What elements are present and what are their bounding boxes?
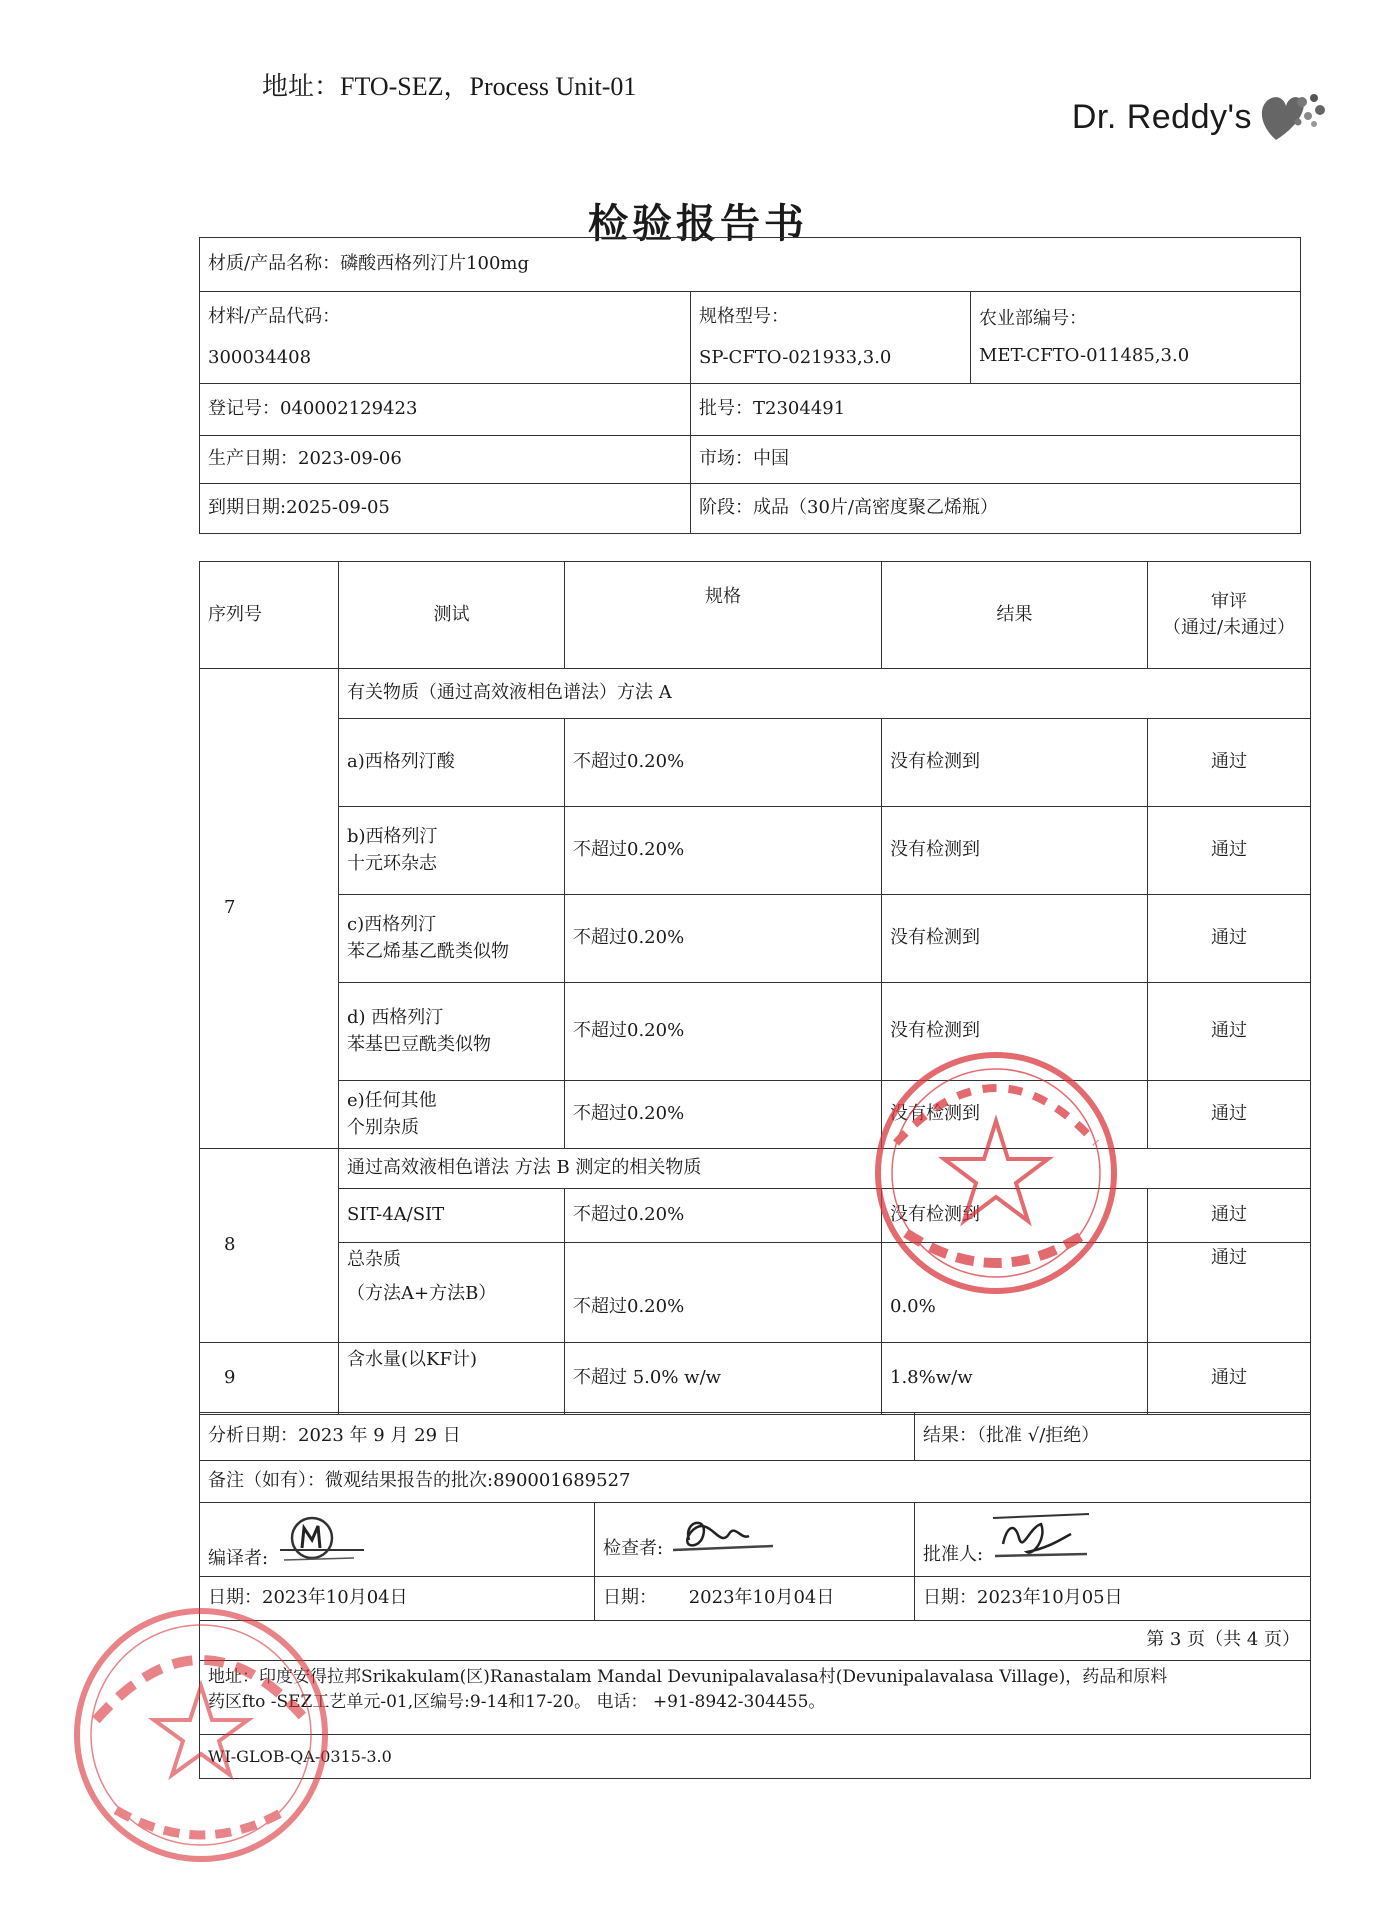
test-review: 通过 — [1148, 983, 1311, 1081]
test-name-line2: 苯乙烯基乙酰类似物 — [347, 940, 509, 962]
checker-signature-icon — [669, 1510, 779, 1562]
compiler-cell — [200, 1503, 595, 1577]
test-result: 没有检测到 — [882, 1189, 1148, 1243]
remark: 备注（如有）：微观结果报告的批次:890001689527 — [200, 1461, 1311, 1503]
test-name — [339, 719, 565, 807]
header-review-line1: 审评 — [1211, 590, 1247, 612]
seq-7: 7 — [200, 669, 339, 1149]
test-name: 含水量(以KF计) — [339, 1343, 565, 1415]
test-name — [339, 1189, 565, 1243]
seq-9: 9 — [200, 1343, 339, 1415]
header-test: 测试 — [339, 562, 565, 669]
checker-date: 2023年10月04日 — [688, 1587, 835, 1609]
test-name-line2: 个别杂质 — [347, 1116, 419, 1138]
batch-number: 批号：T2304491 — [691, 384, 1301, 436]
company-address-line1: 地址：印度安得拉邦Srikakulam(区)Ranastalam Mandal Devunipalavalasa村(Devunipalavalasa Village)，药品和原料 — [208, 1667, 1168, 1687]
test-result: 没有检测到 — [882, 1081, 1148, 1149]
header-review-line2: （通过/未通过） — [1162, 617, 1296, 638]
test-spec: 不超过0.20% — [565, 895, 882, 983]
group8-title: 通过高效液相色谱法 方法 B 测定的相关物质 — [339, 1149, 1311, 1189]
test-name-line1: e)任何其他 — [347, 1090, 437, 1112]
test-name-line1: d) 西格列汀 — [347, 1007, 444, 1029]
spec-number: SP-CFTO-021933,3.0 — [699, 346, 892, 368]
header-address: 地址：FTO-SEZ，Process Unit-01 — [262, 72, 637, 101]
product-info-table — [199, 237, 1301, 534]
brand — [1072, 88, 1328, 146]
market: 市场：中国 — [691, 436, 1301, 484]
test-spec: 不超过 5.0% w/w — [565, 1343, 882, 1415]
test-name-line1: b)西格列汀 — [347, 826, 438, 848]
test-review: 通过 — [1148, 807, 1311, 895]
company-address — [200, 1661, 1311, 1735]
table-row — [200, 983, 1311, 1081]
test-result: 0.0% — [882, 1243, 1148, 1343]
test-spec: 不超过0.20% — [565, 1189, 882, 1243]
material-code-cell — [200, 292, 691, 384]
test-name-line2: 苯基巴豆酰类似物 — [347, 1033, 491, 1055]
test-name-line1: a)西格列汀酸 — [347, 751, 455, 773]
stage: 阶段：成品（30片/高密度聚乙烯瓶） — [691, 484, 1301, 534]
test-name — [339, 807, 565, 895]
table-row — [200, 669, 1311, 719]
test-result: 1.8%w/w — [882, 1343, 1148, 1415]
checker-cell — [595, 1503, 915, 1577]
test-spec: 不超过0.20% — [565, 1081, 882, 1149]
test-name-line2: 十元环杂志 — [347, 852, 437, 874]
brand-name: Dr. Reddy's — [1071, 97, 1252, 136]
dr-reddys-logo-icon — [1258, 88, 1328, 146]
header-result: 结果 — [882, 562, 1148, 669]
approver-label: 批准人: — [923, 1543, 984, 1565]
approver-date: 日期：2023年10月05日 — [915, 1577, 1311, 1621]
header-review — [1148, 562, 1311, 669]
checker-label: 检查者: — [603, 1537, 664, 1559]
test-name — [339, 1081, 565, 1149]
table-header-row — [200, 562, 1311, 669]
table-row — [200, 807, 1311, 895]
agri-cell — [971, 292, 1301, 384]
test-name-line1: 总杂质 — [347, 1249, 401, 1270]
test-review: 通过 — [1148, 1081, 1311, 1149]
table-row — [200, 1343, 1311, 1415]
test-review: 通过 — [1148, 719, 1311, 807]
test-review: 通过 — [1148, 1243, 1311, 1343]
test-review: 通过 — [1148, 895, 1311, 983]
document-title: 检验报告书 — [588, 200, 808, 247]
product-name: 材质/产品名称：磷酸西格列汀片100mg — [200, 238, 1301, 292]
test-name — [339, 983, 565, 1081]
test-name-line1: SIT-4A/SIT — [347, 1204, 445, 1226]
compiler-label: 编译者: — [208, 1547, 269, 1569]
test-results-table — [199, 561, 1311, 1415]
compiler-date: 日期：2023年10月04日 — [200, 1577, 595, 1621]
document-code: WI-GLOB-QA-0315-3.0 — [200, 1735, 1311, 1779]
material-code-label: 材料/产品代码： — [208, 306, 341, 328]
header-seq: 序列号 — [200, 562, 339, 669]
approver-cell — [915, 1503, 1311, 1577]
registration-number: 登记号：040002129423 — [200, 384, 691, 436]
test-spec: 不超过0.20% — [565, 983, 882, 1081]
checker-date-label: 日期： — [603, 1587, 657, 1609]
test-review: 通过 — [1148, 1343, 1311, 1415]
test-name-line1: c)西格列汀 — [347, 914, 437, 936]
test-result: 没有检测到 — [882, 983, 1148, 1081]
footer-table — [199, 1412, 1311, 1779]
group7-title: 有关物质（通过高效液相色谱法）方法 A — [339, 669, 1311, 719]
test-name-line2: （方法A+方法B） — [347, 1283, 497, 1305]
material-code: 300034408 — [208, 346, 312, 368]
analysis-date: 分析日期：2023 年 9 月 29 日 — [200, 1413, 915, 1461]
test-spec: 不超过0.20% — [565, 1243, 882, 1343]
table-row — [200, 895, 1311, 983]
header-spec: 规格 — [565, 562, 882, 669]
agri-label: 农业部编号： — [979, 308, 1087, 330]
test-result: 没有检测到 — [882, 895, 1148, 983]
table-row — [200, 1081, 1311, 1149]
conclusion: 结果：（批准 √/拒绝） — [915, 1413, 1311, 1461]
agri-number: MET-CFTO-011485,3.0 — [979, 344, 1190, 366]
test-review: 通过 — [1148, 1189, 1311, 1243]
table-row — [200, 1149, 1311, 1189]
table-row — [200, 1243, 1311, 1343]
test-spec: 不超过0.20% — [565, 719, 882, 807]
table-row — [200, 719, 1311, 807]
test-name — [339, 895, 565, 983]
company-address-line2: 药区fto -SEZ工艺单元-01,区编号:9-14和17-20。 电话： +91-8942-304455。 — [208, 1691, 826, 1712]
expiry-date: 到期日期:2025-09-05 — [200, 484, 691, 534]
test-spec: 不超过0.20% — [565, 807, 882, 895]
test-name — [339, 1243, 565, 1343]
seq-8: 8 — [200, 1149, 339, 1343]
spec-cell — [691, 292, 971, 384]
table-row — [200, 1189, 1311, 1243]
compiler-signature-icon — [274, 1508, 374, 1572]
manufacture-date: 生产日期：2023-09-06 — [200, 436, 691, 484]
test-result: 没有检测到 — [882, 807, 1148, 895]
test-result: 没有检测到 — [882, 719, 1148, 807]
approver-signature-icon — [989, 1508, 1099, 1568]
checker-date-cell — [595, 1577, 915, 1621]
page-number: 第 3 页（共 4 页） — [200, 1621, 1311, 1661]
spec-label: 规格型号： — [699, 306, 789, 328]
